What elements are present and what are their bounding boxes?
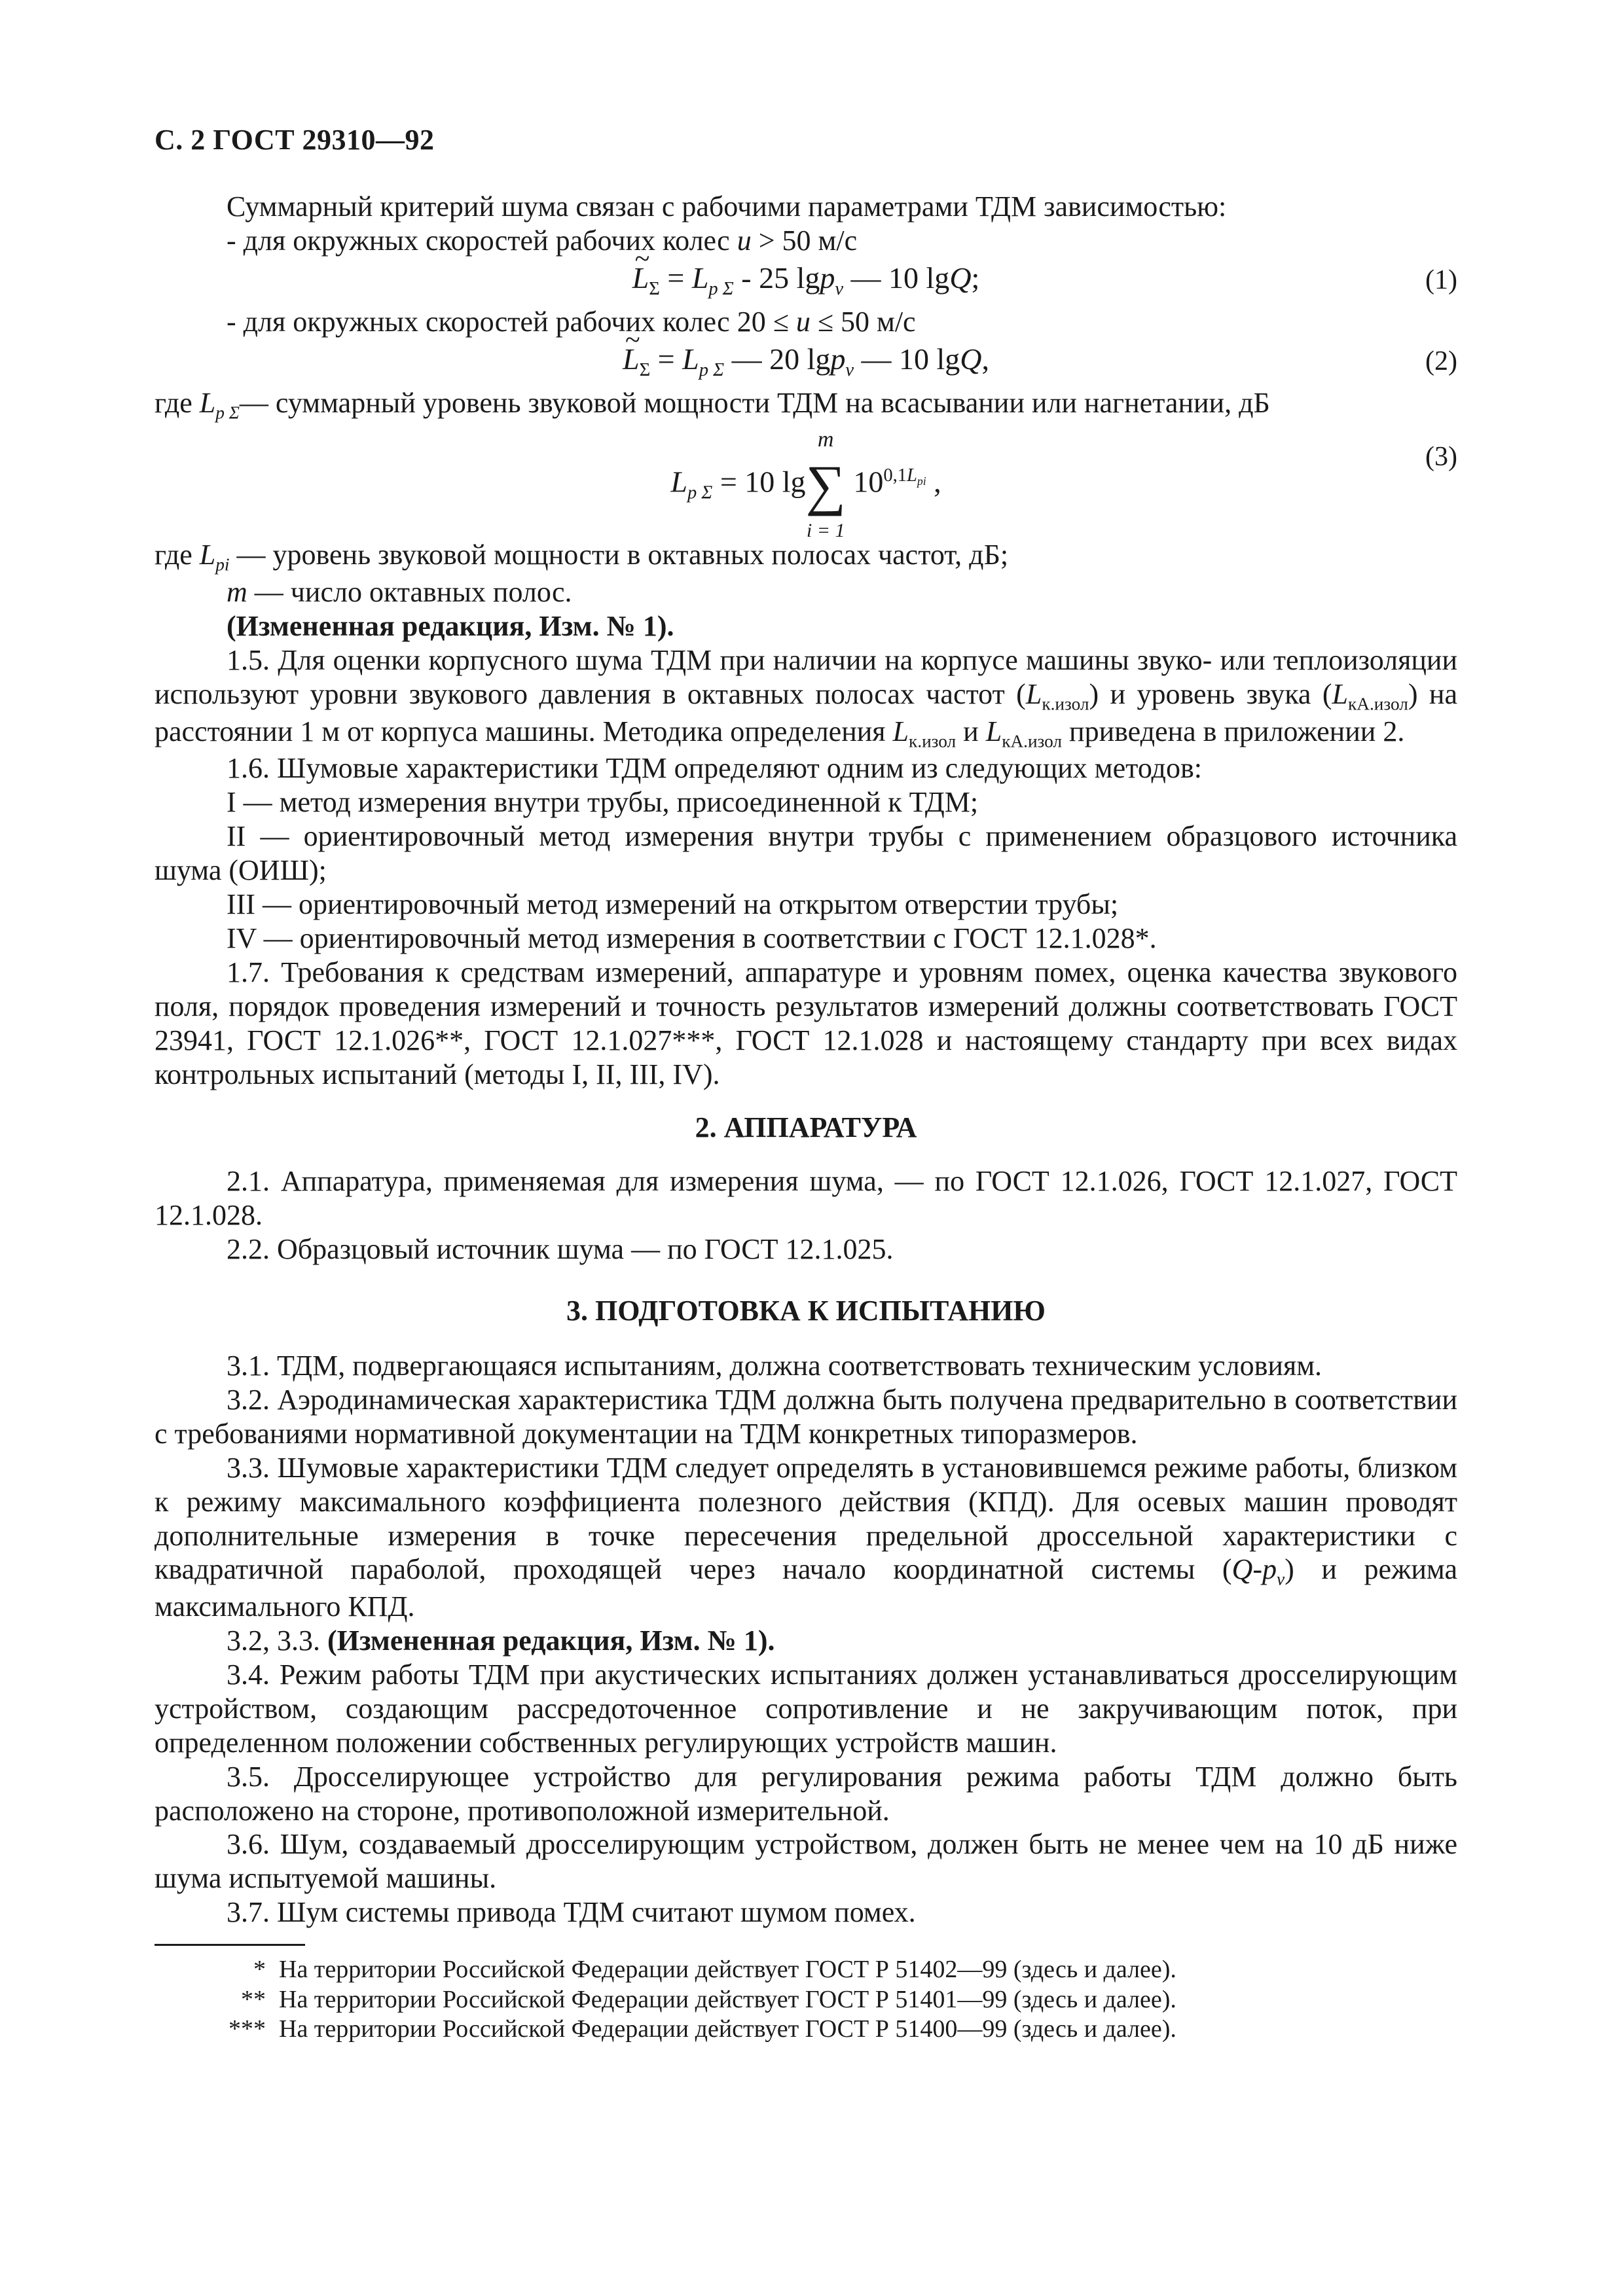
definition-lp-sigma: где $L_{p \Sigma}—$ суммарный уровень звуковой мощности ТДМ на всасывании или нагнетании, дБ xyxy=(155,386,1270,423)
definition-m: m — число октавных полос. xyxy=(227,576,572,609)
clause-3-3: 3.3. Шумовые характеристики ТДМ следует определять в установившемся режиме работы, близком к режиму максимального коэффициента полезного действия (КПД). Для осевых машин проводят дополнительные измерения в точке пересечения предельной дроссельной характеристики с квадратичной параболой, проходящей через начало координатной системы $(Q-p_v)$ и режима максимального КПД. xyxy=(155,1451,1458,1623)
footnote-1: * На территории Российской Федерации действует ГОСТ Р 51402—99 (здесь и далее). xyxy=(253,1956,1176,1984)
clause-3-2: 3.2. Аэродинамическая характеристика ТДМ должна быть получена предварительно в соответствии с требованиями нормативной документации на ТДМ конкретных типоразмеров. xyxy=(155,1383,1457,1450)
page-header: С. 2 ГОСТ 29310—92 xyxy=(155,124,435,156)
method-3: III — ориентировочный метод измерений на открытом отверстии трубы; xyxy=(227,888,1119,920)
definition-lpi: где $L_{pi}$ — уровень звуковой мощности в октавных полосах частот, дБ; xyxy=(155,539,1009,575)
footnote-2: ** На территории Российской Федерации действует ГОСТ Р 51401—99 (здесь и далее). xyxy=(241,1985,1176,2013)
clause-1-6: 1.6. Шумовые характеристики ТДМ определяют одним из следующих методов: xyxy=(227,752,1202,785)
formula-3: $L_{p \Sigma} = 10$ lg m ∑ i = 1 $10^{0,1L_{pi}}$ , (3) xyxy=(670,427,1457,542)
clause-3-5: 3.5. Дросселирующее устройство для регулирования режима работы ТДМ должно быть расположено на стороне, противоположной измерительной. xyxy=(155,1760,1457,1827)
clause-3-4: 3.4. Режим работы ТДМ при акустических испытаниях должен устанавливаться дросселирующим устройством, создающим рассредоточенное сопротивление и не закручивающим поток, при определенном положении собственных регулирующих устройств машин. xyxy=(155,1658,1457,1759)
method-1: I — метод измерения внутри трубы, присоединенной к ТДМ; xyxy=(227,786,979,819)
amendment-note-2: 3.2, 3.3. (Измененная редакция, Изм. № 1). xyxy=(227,1624,775,1657)
intro-paragraph: Суммарный критерий шума связан с рабочими параметрами ТДМ зависимостью: xyxy=(227,190,1227,223)
clause-3-7: 3.7. Шум системы привода ТДМ считают шумом помех. xyxy=(227,1896,916,1929)
formula-1: ~ $L_\Sigma = L_{p \Sigma} - 25$ lgp$_v$ — 10 lgQ; (1) xyxy=(155,258,1457,305)
method-4: IV — ориентировочный метод измерения в соответствии с ГОСТ 12.1.028*. xyxy=(227,922,1157,954)
condition-1: - для окружных скоростей рабочих колес u > 50 м/с xyxy=(227,224,858,257)
clause-3-1: 3.1. ТДМ, подвергающаяся испытаниям, должна соответствовать техническим условиям. xyxy=(227,1349,1322,1382)
clause-2-2: 2.2. Образцовый источник шума — по ГОСТ 12.1.025. xyxy=(227,1233,894,1266)
footnote-3: *** На территории Российской Федерации действует ГОСТ Р 51400—99 (здесь и далее). xyxy=(228,2015,1176,2043)
document-body xyxy=(155,190,1457,2045)
clause-3-6: 3.6. Шум, создаваемый дросселирующим устройством, должен быть не менее чем на 10 дБ ниже шума испытуемой машины. xyxy=(155,1828,1457,1895)
section-3-title: 3. ПОДГОТОВКА К ИСПЫТАНИЮ xyxy=(566,1295,1046,1327)
clause-2-1: 2.1. Аппаратура, применяемая для измерения шума, — по ГОСТ 12.1.026, ГОСТ 12.1.027, ГОСТ 12.1.028. xyxy=(155,1165,1457,1232)
formula-2: ~ $L_\Sigma = L_{p \Sigma}$ — 20 lgp$_v$ — 10 lgQ, (2) xyxy=(155,339,1457,386)
footnotes xyxy=(155,1955,1457,2045)
equation-number-3: (3) xyxy=(1425,442,1457,473)
sum-symbol: m ∑ i = 1 xyxy=(805,427,846,542)
clause-1-7: 1.7. Требования к средствам измерений, аппаратуре и уровням помех, оценка качества звукового поля, порядок проведения измерений и точность результатов измерений должны соответствовать ГОСТ 23941, ГОСТ 12.1.026**, ГОСТ 12.1.027***, ГОСТ 12.1.028 и настоящему стандарту при всех видах контрольных испытаний (методы I, II, III, IV). xyxy=(155,956,1457,1090)
amendment-note-1: (Измененная редакция, Изм. № 1). xyxy=(227,610,674,643)
method-2: II — ориентировочный метод измерения внутри трубы с применением образцового источника шума (ОИШ); xyxy=(155,820,1457,887)
condition-2: - для окружных скоростей рабочих колес 20 ≤ u ≤ 50 м/с xyxy=(227,305,916,338)
footnote-divider xyxy=(155,1944,305,1946)
equation-number-2: (2) xyxy=(1425,346,1457,376)
equation-number-1: (1) xyxy=(1425,264,1457,295)
section-2-title: 2. АППАРАТУРА xyxy=(695,1111,917,1144)
clause-1-5: 1.5. Для оценки корпусного шума ТДМ при наличии на корпусе машины звуко- или теплоизоляции используют уровни звукового давления в октавных полосах частот $(L_{к.изол})$ и уровень звука $(L_{кА.изол})$ на расстоянии 1 м от корпуса машины. Методика определения $L_{к.изол}$ и $L_{кА.изол}$ приведена в приложении 2. xyxy=(155,644,1457,751)
